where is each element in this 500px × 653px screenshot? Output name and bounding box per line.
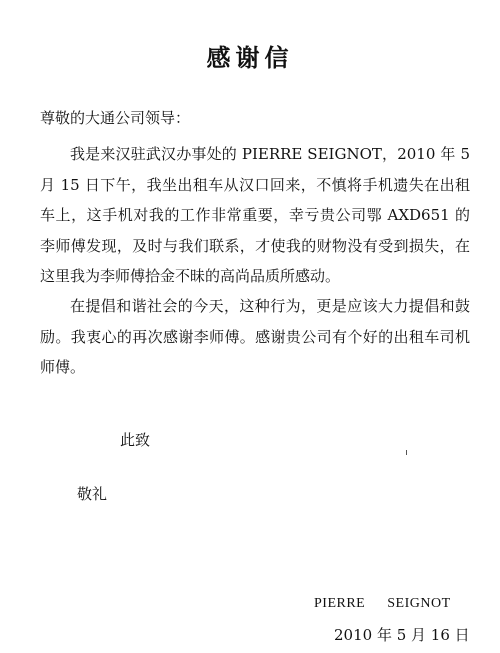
scan-speck <box>406 450 407 455</box>
letter-salutation: 尊敬的大通公司领导： <box>40 109 191 127</box>
signature-first-name: PIERRE <box>314 596 366 611</box>
signature-last-name: SEIGNOT <box>387 596 451 611</box>
letter-signature <box>314 596 451 612</box>
letter-regards: 敬礼 <box>77 485 108 503</box>
letter-closing: 此致 <box>120 431 151 449</box>
letter-paragraph-2: 在提倡和谐社会的今天，这种行为，更是应该大力提倡和鼓励。我衷心的再次感谢李师傅。感谢贵公司有个好的出租车司机师傅。 <box>40 297 470 376</box>
letter-title: 感谢信 <box>206 44 294 72</box>
letter-paragraph-1: 我是来汉驻武汉办事处的 PIERRE SEIGNOT，2010 年 5 月 15 日下午，我坐出租车从汉口回来，不慎将手机遗失在出租车上，这手机对我的工作非常重要，幸亏贵公司鄂 AXD651 的李师傅发现，及时与我们联系，才使我的财物没有受到损失，在这里我为李师傅拾金不昧的高尚品质所感动。 <box>40 145 470 285</box>
letter-date: 2010 年 5 月 16 日 <box>334 626 470 644</box>
